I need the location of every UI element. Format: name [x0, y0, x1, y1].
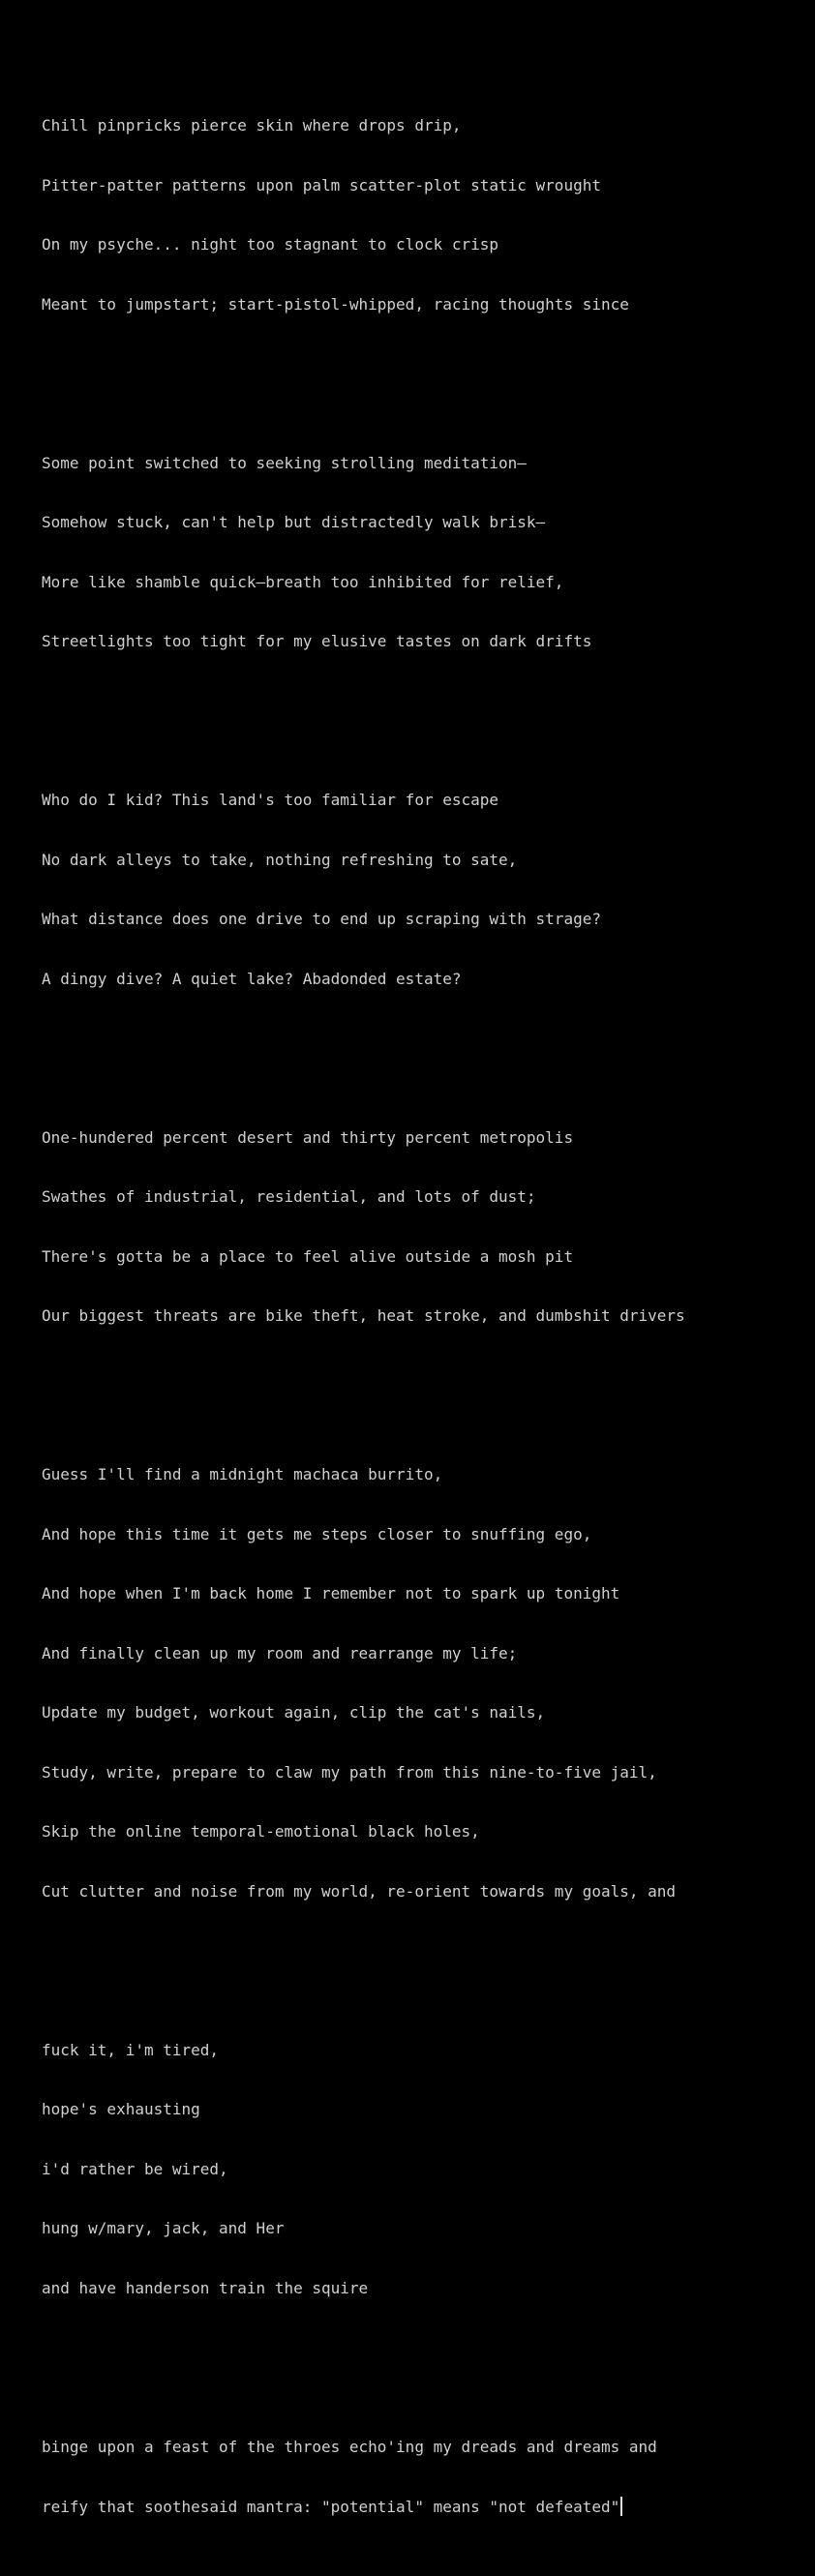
poem-line: i'd rather be wired, — [42, 2159, 228, 2178]
poem-line: Meant to jumpstart; start-pistol-whipped, racing thoughts since — [42, 294, 629, 314]
poem-line: hung w/mary, jack, and Her — [42, 2219, 285, 2237]
stanza-4 — [42, 1089, 806, 1366]
poem-line: On my psyche... night too stagnant to clock crisp — [42, 235, 499, 254]
poem-line: No dark alleys to take, nothing refreshing to sate, — [42, 850, 518, 869]
poem-line: Chill pinpricks pierce skin where drops drip, — [42, 116, 462, 135]
stanza-7 — [42, 2398, 806, 2557]
stanza-3 — [42, 751, 806, 1029]
stanza-5 — [42, 1425, 806, 1941]
poem-line: Some point switched to seeking strolling meditation— — [42, 453, 527, 472]
poem-line: fuck it, i'm tired, — [42, 2040, 220, 2059]
poem-line: Our biggest threats are bike theft, heat stroke, and dumbshit drivers — [42, 1306, 685, 1325]
poem-line: Somehow stuck, can't help but distractedly walk brisk— — [42, 513, 546, 531]
text-cursor — [620, 2497, 622, 2516]
poem-line: And finally clean up my room and rearrange my life; — [42, 1643, 518, 1662]
poem-line: More like shamble quick—breath too inhibited for relief, — [42, 572, 564, 591]
poem-line: One-hundered percent desert and thirty percent metropolis — [42, 1127, 574, 1147]
poem-line: Swathes of industrial, residential, and lots of dust; — [42, 1187, 536, 1206]
poem-line: hope's exhausting — [42, 2100, 200, 2118]
text-editor[interactable] — [42, 37, 806, 2576]
poem-line: and have handerson train the squire — [42, 2278, 369, 2297]
poem-line-last — [42, 2497, 806, 2517]
poem-line: Streetlights too tight for my elusive tastes on dark drifts — [42, 632, 592, 650]
poem-line: And hope this time it gets me steps closer to snuffing ego, — [42, 1524, 592, 1543]
poem-line: Who do I kid? This land's too familiar for escape — [42, 791, 499, 809]
poem-line: Skip the online temporal-emotional black holes, — [42, 1822, 480, 1841]
poem-line: Pitter-patter patterns upon palm scatter-plot static wrought — [42, 175, 601, 195]
stanza-1 — [42, 76, 806, 354]
poem-line: What distance does one drive to end up scraping with strage? — [42, 910, 601, 928]
poem-line: And hope when I'm back home I remember not to spark up tonight — [42, 1584, 620, 1603]
stanza-6 — [42, 2001, 806, 2339]
poem-line: binge upon a feast of the throes echo'ing my dreads and dreams and — [42, 2437, 657, 2456]
poem-line: Cut clutter and noise from my world, re-orient towards my goals, and — [42, 1881, 677, 1901]
stanza-2 — [42, 414, 806, 692]
poem-line: There's gotta be a place to feel alive outside a mosh pit — [42, 1246, 574, 1266]
poem-line: Guess I'll find a midnight machaca burrito, — [42, 1465, 443, 1483]
poem-line: A dingy dive? A quiet lake? Abadonded estate? — [42, 969, 462, 988]
poem-line: Study, write, prepare to claw my path from this nine-to-five jail, — [42, 1762, 657, 1782]
poem-line: Update my budget, workout again, clip the cat's nails, — [42, 1703, 546, 1722]
poem-line-text: reify that soothesaid mantra: "potential" means "not defeated" — [42, 2498, 620, 2516]
